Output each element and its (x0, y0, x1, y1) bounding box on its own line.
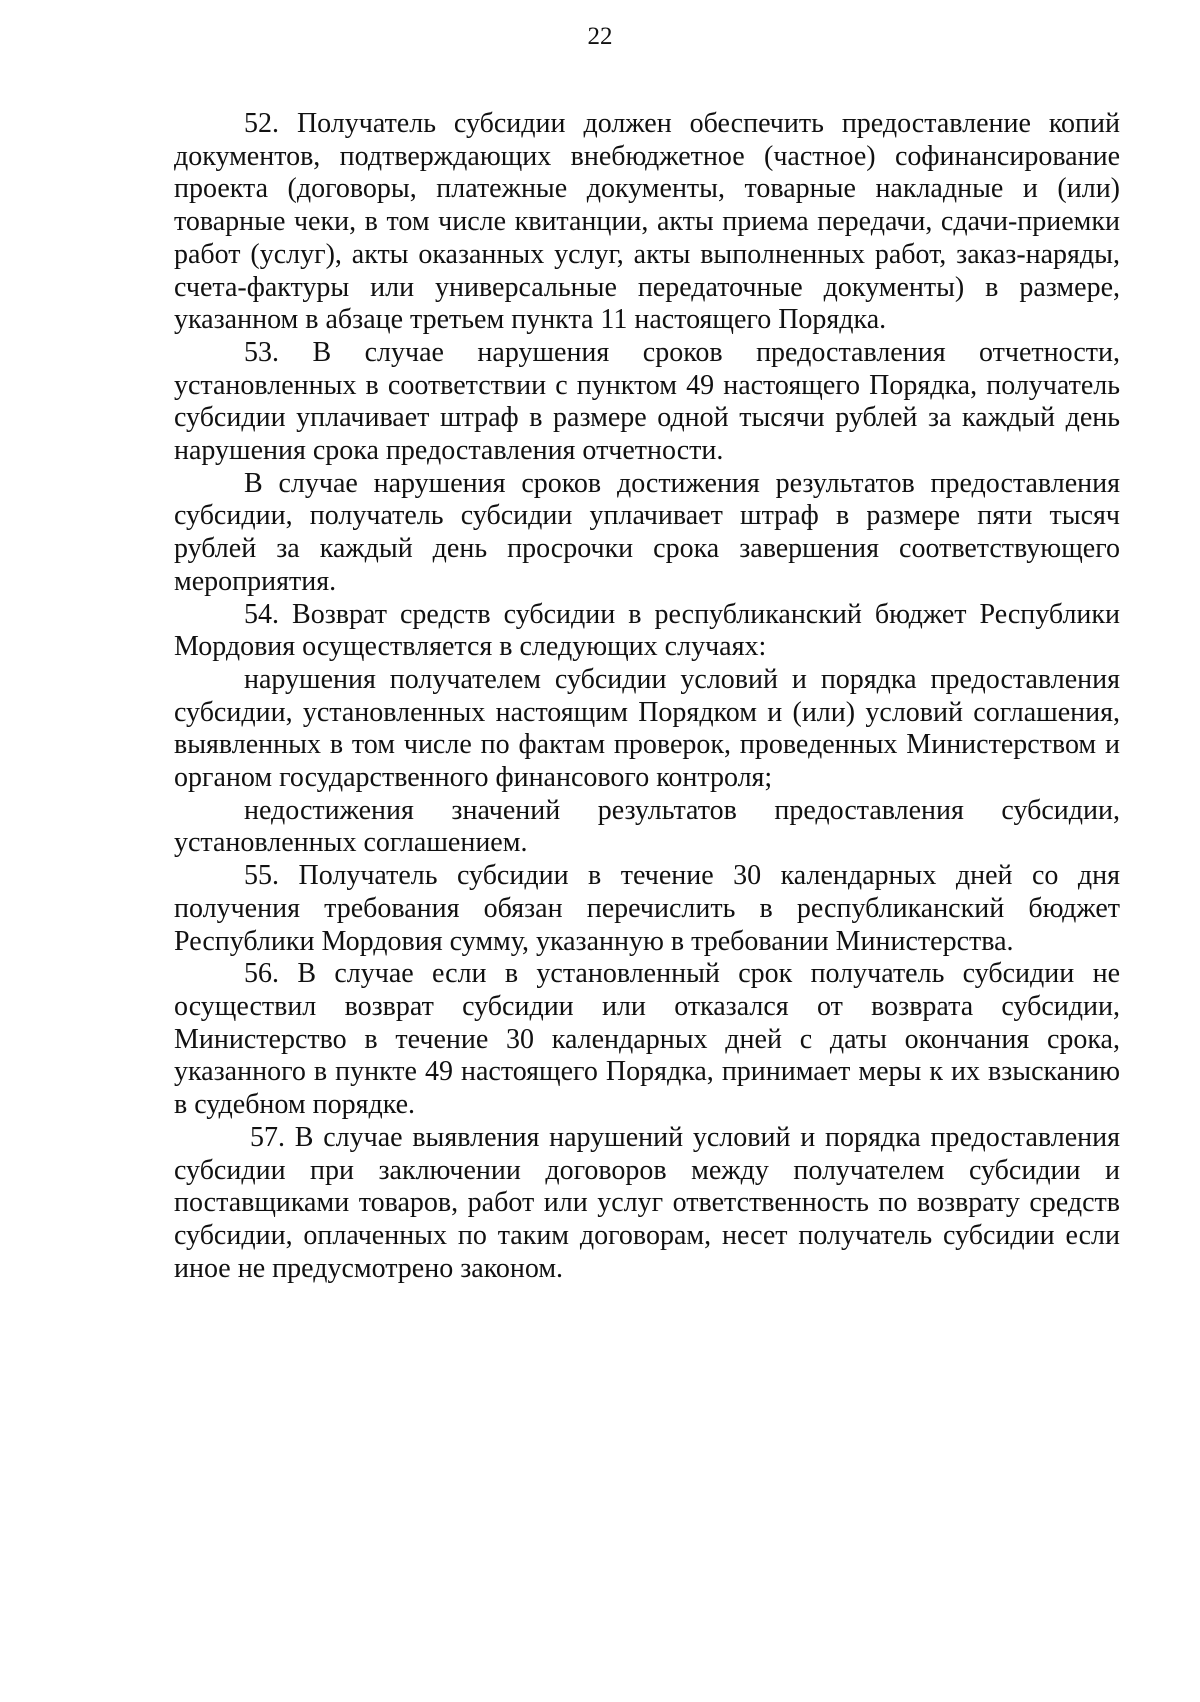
paragraph-54: 54. Возврат средств субсидии в республиканский бюджет Республики Мордовия осуществляется в следующих случаях: (174, 598, 1120, 663)
document-body (174, 108, 1120, 1285)
paragraph-53: 53. В случае нарушения сроков предоставления отчетности, установленных в соответствии с пунктом 49 настоящего Порядка, получатель субсидии уплачивает штраф в размере одной тысячи рублей за каждый день нарушения срока предоставления отчетности. (174, 336, 1120, 467)
paragraph-54-case-nonachievement: недостижения значений результатов предоставления субсидии, установленных соглашением. (174, 794, 1120, 859)
paragraph-53-penalty: В случае нарушения сроков достижения результатов предоставления субсидии, получатель субсидии уплачивает штраф в размере пяти тысяч рублей за каждый день просрочки срока завершения соответствующего мероприятия. (174, 467, 1120, 597)
paragraph-57: 57. В случае выявления нарушений условий и порядка предоставления субсидии при заключении договоров между получателем субсидии и поставщиками товаров, работ или услуг ответственность по возврату средств субсидии, оплаченных по таким договорам, несет получатель субсидии если иное не предусмотрено законом. (174, 1121, 1120, 1284)
paragraph-52: 52. Получатель субсидии должен обеспечить предоставление копий документов, подтверждающих внебюджетное (частное) софинансирование проекта (договоры, платежные документы, товарные накладные и (или) товарные чеки, в том числе квитанции, акты приема передачи, сдачи-приемки работ (услуг), акты оказанных услуг, акты выполненных работ, заказ-наряды, счета-фактуры или универсальные передаточные документы) в размере, указанном в абзаце третьем пункта 11 настоящего Порядка. (174, 108, 1120, 336)
paragraph-54-case-violation: нарушения получателем субсидии условий и порядка предоставления субсидии, установленных настоящим Порядком и (или) условий соглашения, выявленных в том числе по фактам проверок, проведенных Министерством и органом государственного финансового контроля; (174, 663, 1120, 794)
paragraph-56: 56. В случае если в установленный срок получатель субсидии не осуществил возврат субсидии или отказался от возврата субсидии, Министерство в течение 30 календарных дней с даты окончания срока, указанного в пункте 49 настоящего Порядка, принимает меры к их взысканию в судебном порядке. (174, 958, 1120, 1121)
paragraph-55: 55. Получатель субсидии в течение 30 календарных дней со дня получения требования обязан перечислить в республиканский бюджет Республики Мордовия сумму, указанную в требовании Министерства. (174, 860, 1120, 957)
page-number: 22 (587, 23, 613, 50)
